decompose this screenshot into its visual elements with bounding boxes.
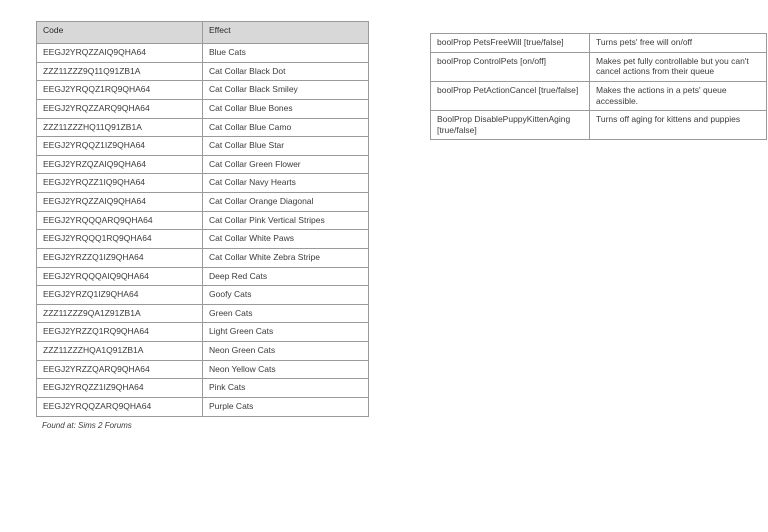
cell-code: EEGJ2YRQQQARQ9QHA64 (37, 211, 203, 230)
cell-code: ZZZ11ZZZ9QA1Z91ZB1A (37, 304, 203, 323)
cell-effect: Green Cats (203, 304, 369, 323)
table-row (37, 323, 369, 342)
table-row (37, 81, 369, 100)
boolprop-table-body (431, 34, 767, 140)
cell-effect: Goofy Cats (203, 286, 369, 305)
cell-description: Turns off aging for kittens and puppies (590, 111, 767, 140)
table-row (431, 81, 767, 110)
cell-code: EEGJ2YRZQ1IZ9QHA64 (37, 286, 203, 305)
cell-code: EEGJ2YRZQZAIQ9QHA64 (37, 155, 203, 174)
table-row (37, 118, 369, 137)
table-row (37, 248, 369, 267)
boolprop-section (430, 33, 749, 140)
cell-boolprop: boolProp PetActionCancel [true/false] (431, 81, 590, 110)
table-row (431, 52, 767, 81)
cell-description: Turns pets' free will on/off (590, 34, 767, 53)
cheat-codes-section (36, 21, 369, 430)
table-row (37, 230, 369, 249)
cheat-codes-table-head (37, 22, 369, 44)
cell-effect: Cat Collar White Paws (203, 230, 369, 249)
table-row (37, 211, 369, 230)
source-note: Found at: Sims 2 Forums (42, 420, 132, 430)
table-row (37, 174, 369, 193)
cell-description: Makes pet fully controllable but you can't cancel actions from their queue (590, 52, 767, 81)
cell-code: EEGJ2YRQZZAIQ9QHA64 (37, 44, 203, 63)
cell-effect: Pink Cats (203, 379, 369, 398)
cell-effect: Cat Collar Orange Diagonal (203, 193, 369, 212)
cell-effect: Blue Cats (203, 44, 369, 63)
table-row (37, 360, 369, 379)
table-row (37, 155, 369, 174)
cell-effect: Neon Yellow Cats (203, 360, 369, 379)
cell-code: EEGJ2YRQZZAIQ9QHA64 (37, 193, 203, 212)
cell-code: EEGJ2YRQQZARQ9QHA64 (37, 397, 203, 416)
cell-effect: Cat Collar Blue Star (203, 137, 369, 156)
cheat-codes-table-body (37, 44, 369, 417)
cell-code: ZZZ11ZZZ9Q11Q91ZB1A (37, 62, 203, 81)
table-row (37, 62, 369, 81)
cell-effect: Light Green Cats (203, 323, 369, 342)
boolprop-table (430, 33, 767, 140)
cell-code: EEGJ2YRQQZ1IZ9QHA64 (37, 137, 203, 156)
cell-effect: Cat Collar Black Dot (203, 62, 369, 81)
table-row (37, 99, 369, 118)
cell-code: EEGJ2YRQZZ1IZ9QHA64 (37, 379, 203, 398)
cell-code: EEGJ2YRQQZ1RQ9QHA64 (37, 81, 203, 100)
cell-effect: Cat Collar White Zebra Stripe (203, 248, 369, 267)
cell-code: EEGJ2YRQQQAIQ9QHA64 (37, 267, 203, 286)
cell-description: Makes the actions in a pets' queue accessible. (590, 81, 767, 110)
table-header-row (37, 22, 369, 44)
column-header-effect: Effect (203, 22, 369, 44)
table-row (37, 342, 369, 361)
cell-boolprop: boolProp PetsFreeWill [true/false] (431, 34, 590, 53)
cell-code: EEGJ2YRQQQ1RQ9QHA64 (37, 230, 203, 249)
cell-code: EEGJ2YRZZQARQ9QHA64 (37, 360, 203, 379)
table-row (37, 44, 369, 63)
table-row (37, 379, 369, 398)
table-row (37, 193, 369, 212)
cell-boolprop: boolProp ControlPets [on/off] (431, 52, 590, 81)
cell-code: EEGJ2YRQZZARQ9QHA64 (37, 99, 203, 118)
cell-effect: Cat Collar Blue Camo (203, 118, 369, 137)
cell-boolprop: BoolProp DisablePuppyKittenAging [true/false] (431, 111, 590, 140)
table-row (37, 304, 369, 323)
cell-effect: Cat Collar Navy Hearts (203, 174, 369, 193)
cell-code: EEGJ2YRQZZ1IQ9QHA64 (37, 174, 203, 193)
table-row (37, 267, 369, 286)
table-row (37, 286, 369, 305)
cell-effect: Cat Collar Blue Bones (203, 99, 369, 118)
table-row (37, 137, 369, 156)
cell-effect: Cat Collar Pink Vertical Stripes (203, 211, 369, 230)
cell-effect: Cat Collar Green Flower (203, 155, 369, 174)
cheat-codes-table (36, 21, 369, 417)
cell-code: EEGJ2YRZZQ1IZ9QHA64 (37, 248, 203, 267)
cell-effect: Purple Cats (203, 397, 369, 416)
cell-effect: Cat Collar Black Smiley (203, 81, 369, 100)
cell-code: EEGJ2YRZZQ1RQ9QHA64 (37, 323, 203, 342)
cell-code: ZZZ11ZZZHQA1Q91ZB1A (37, 342, 203, 361)
column-header-code: Code (37, 22, 203, 44)
table-row (431, 34, 767, 53)
cell-effect: Neon Green Cats (203, 342, 369, 361)
table-row (37, 397, 369, 416)
cell-code: ZZZ11ZZZHQ11Q91ZB1A (37, 118, 203, 137)
table-row (431, 111, 767, 140)
cell-effect: Deep Red Cats (203, 267, 369, 286)
